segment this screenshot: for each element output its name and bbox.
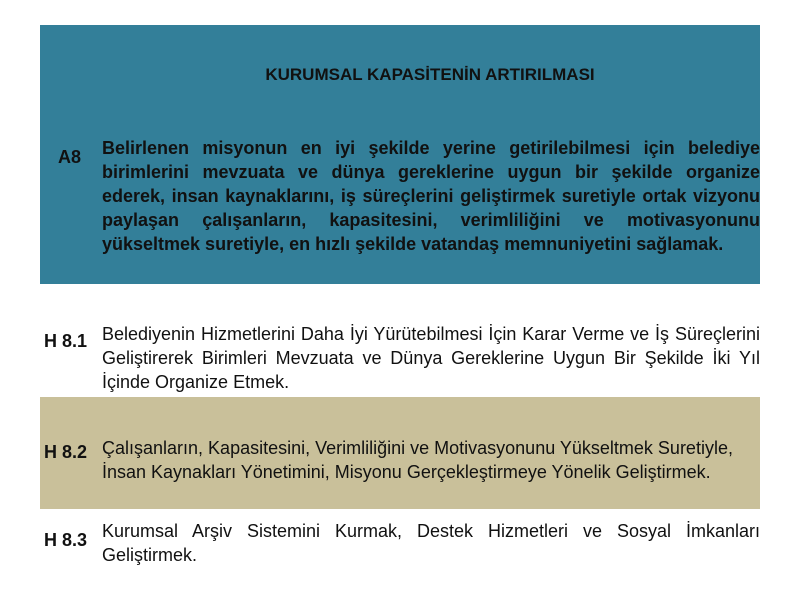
goal-code-h82: H 8.2 <box>44 442 88 462</box>
goal-text-h82: Çalışanların, Kapasitesini, Verimliliğini ve Motivasyonunu Yükseltmek Suretiyle, İnsan Kaynakları Yönetimini, Misyonu Gerçekleştirmeye Yönelik Geliştirmek. <box>102 438 733 482</box>
section-title: KURUMSAL KAPASİTENİN ARTIRILMASI <box>265 65 595 84</box>
goal-code-h83: H 8.3 <box>44 530 88 550</box>
objective-code: A8 <box>58 147 82 167</box>
goal-text-h81: Belediyenin Hizmetlerini Daha İyi Yürütebilmesi İçin Karar Verme ve İş Süreçlerini Geliştirerek Birimleri Mevzuata ve Dünya Gereklerine Uygun Bir Şekilde İki Yıl İçinde Organize Etmek. <box>102 324 760 392</box>
goal-code-h81: H 8.1 <box>44 331 88 351</box>
objective-text: Belirlenen misyonun en iyi şekilde yerine getirilebilmesi için belediye birimlerini mevzuata ve dünya gereklerine uygun bir şekilde organize ederek, insan kaynaklarını, iş süreçlerini geliştirmek suretiyle ortak vizyonu paylaşan çalışanların, kapasitesini, verimliliğini ve motivasyonunu yükseltmek suretiyle, en hızlı şekilde vatandaş memnuniyetini sağlamak. <box>102 138 760 254</box>
goal-text-h83: Kurumsal Arşiv Sistemini Kurmak, Destek Hizmetleri ve Sosyal İmkanları Geliştirmek. <box>102 521 760 565</box>
